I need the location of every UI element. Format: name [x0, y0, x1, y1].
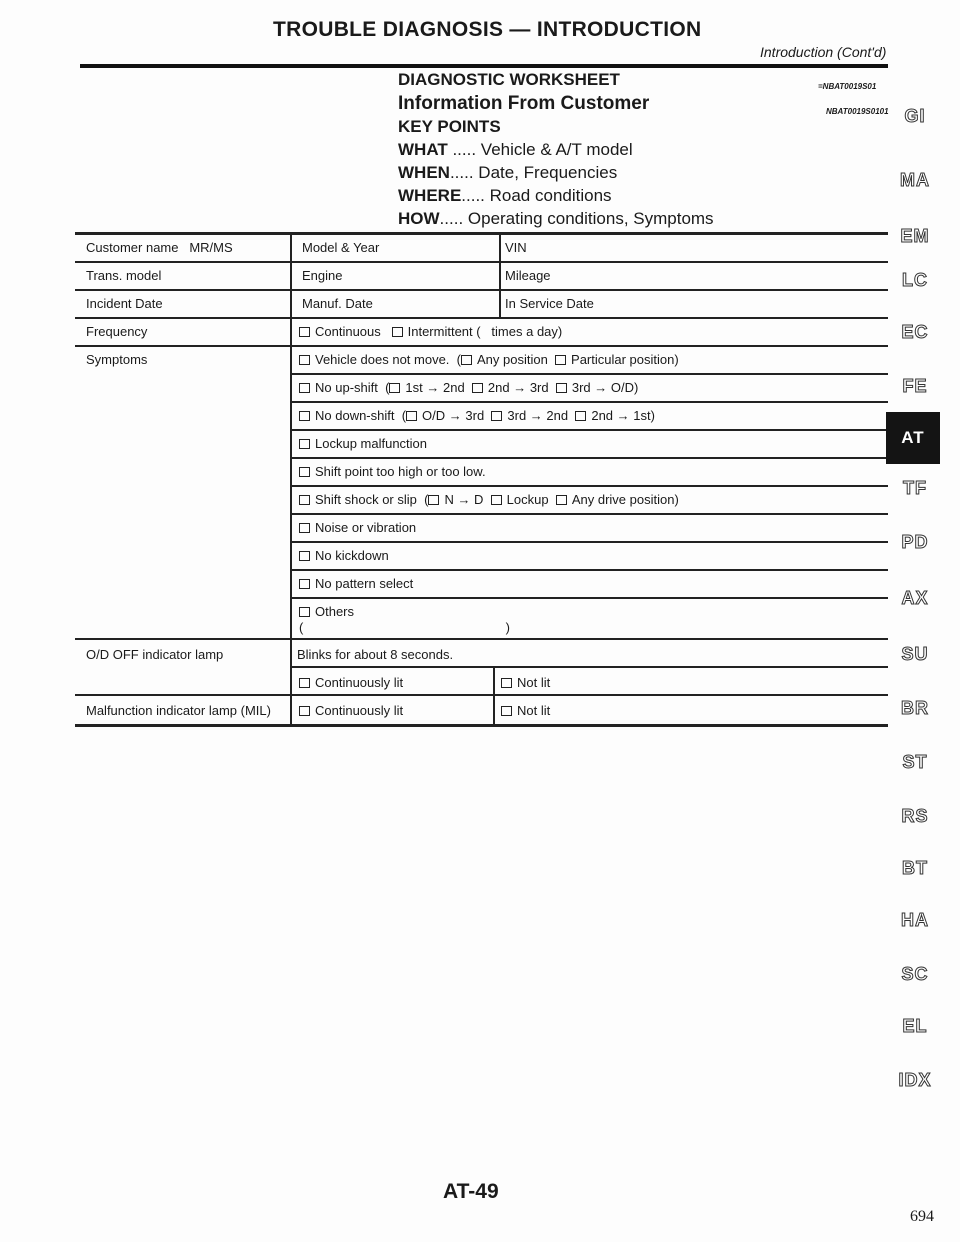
- tab-sc[interactable]: SC: [901, 964, 929, 984]
- checkbox-icon[interactable]: [428, 495, 439, 505]
- checkbox-icon[interactable]: [299, 579, 310, 589]
- row-divider: [75, 317, 888, 319]
- tab-tf[interactable]: TF: [903, 478, 927, 498]
- page-title: TROUBLE DIAGNOSIS — INTRODUCTION: [273, 18, 702, 41]
- row-divider: [291, 666, 888, 668]
- row-divider: [75, 638, 888, 640]
- mil-label: Malfunction indicator lamp (MIL): [86, 703, 271, 718]
- engine-label: Engine: [302, 268, 343, 283]
- checkbox-icon[interactable]: [299, 327, 310, 337]
- checkbox-icon[interactable]: [575, 411, 586, 421]
- tab-ax[interactable]: AX: [901, 588, 929, 608]
- section-subtitle: Introduction (Cont'd): [760, 44, 887, 60]
- checkbox-icon[interactable]: [556, 495, 567, 505]
- checkbox-icon[interactable]: [299, 523, 310, 533]
- od-option: Continuously lit: [299, 675, 403, 690]
- tab-br[interactable]: BR: [901, 698, 929, 718]
- tab-em[interactable]: EM: [900, 226, 930, 246]
- symptom-row: Vehicle does not move. ( Any position Particular position): [299, 352, 679, 367]
- checkbox-icon[interactable]: [299, 495, 310, 505]
- od-off-lamp-label: O/D OFF indicator lamp: [86, 647, 224, 662]
- tab-ec[interactable]: EC: [901, 322, 929, 342]
- row-divider: [75, 694, 888, 696]
- tab-idx[interactable]: IDX: [898, 1070, 932, 1090]
- symptom-row: Noise or vibration: [299, 520, 416, 535]
- tab-pd[interactable]: PD: [901, 532, 929, 552]
- in-service-date-label: In Service Date: [505, 296, 594, 311]
- row-divider: [75, 261, 888, 263]
- checkbox-icon[interactable]: [491, 411, 502, 421]
- symptom-row: Others: [299, 604, 354, 619]
- checkbox-icon[interactable]: [555, 355, 566, 365]
- model-year-label: Model & Year: [302, 240, 380, 255]
- mil-option: Continuously lit: [299, 703, 403, 718]
- column-divider: [290, 235, 292, 725]
- symptom-row: No up-shift ( 1st → 2nd 2nd → 3rd 3rd → O/D): [299, 380, 638, 395]
- mileage-label: Mileage: [505, 268, 551, 283]
- row-divider: [291, 597, 888, 599]
- row-divider: [291, 541, 888, 543]
- info-title: Information From Customer: [398, 93, 650, 114]
- worksheet-title: DIAGNOSTIC WORKSHEET: [398, 70, 620, 89]
- vin-label: VIN: [505, 240, 527, 255]
- tab-ma[interactable]: MA: [900, 170, 930, 190]
- tab-gi[interactable]: GI: [904, 106, 926, 126]
- reference-code: =NBAT0019S01: [818, 82, 877, 91]
- symptom-row: Shift shock or slip ( N → D Lockup Any drive position): [299, 492, 679, 507]
- column-divider: [499, 235, 501, 317]
- key-point-when: WHEN..... Date, Frequencies: [398, 163, 618, 182]
- row-divider: [291, 457, 888, 459]
- checkbox-icon[interactable]: [299, 678, 310, 688]
- row-divider: [75, 345, 888, 347]
- checkbox-icon[interactable]: [501, 678, 512, 688]
- manuf-date-label: Manuf. Date: [302, 296, 373, 311]
- checkbox-icon[interactable]: [472, 383, 483, 393]
- checkbox-icon[interactable]: [491, 495, 502, 505]
- table-top-rule: [75, 232, 888, 235]
- checkbox-icon[interactable]: [556, 383, 567, 393]
- checkbox-icon[interactable]: [299, 706, 310, 716]
- symptom-row: No down-shift ( O/D → 3rd 3rd → 2nd 2nd → 1st): [299, 408, 655, 423]
- page-number: AT-49: [443, 1180, 499, 1203]
- others-field[interactable]: ( ): [299, 620, 510, 635]
- row-divider: [291, 485, 888, 487]
- checkbox-icon[interactable]: [299, 467, 310, 477]
- sheet-number: 694: [910, 1208, 934, 1225]
- row-divider: [291, 401, 888, 403]
- tab-at[interactable]: AT: [886, 412, 940, 464]
- reference-code: NBAT0019S0101: [826, 107, 889, 116]
- tab-bt[interactable]: BT: [902, 858, 928, 878]
- row-divider: [75, 289, 888, 291]
- checkbox-icon[interactable]: [299, 551, 310, 561]
- table-bottom-rule: [75, 724, 888, 727]
- mil-option: Not lit: [501, 703, 550, 718]
- tab-lc[interactable]: LC: [902, 270, 928, 290]
- key-points-title: KEY POINTS: [398, 117, 501, 136]
- symptom-row: Shift point too high or too low.: [299, 464, 486, 479]
- checkbox-icon[interactable]: [501, 706, 512, 716]
- tab-el[interactable]: EL: [902, 1016, 928, 1036]
- trans-model-label: Trans. model: [86, 268, 162, 283]
- checkbox-icon[interactable]: [299, 607, 310, 617]
- tab-st[interactable]: ST: [902, 752, 928, 772]
- symptom-row: Lockup malfunction: [299, 436, 427, 451]
- customer-name-label: Customer name MR/MS: [86, 240, 233, 255]
- checkbox-icon[interactable]: [461, 355, 472, 365]
- key-point-how: HOW..... Operating conditions, Symptoms: [398, 209, 714, 228]
- checkbox-icon[interactable]: [299, 439, 310, 449]
- incident-date-label: Incident Date: [86, 296, 163, 311]
- checkbox-icon[interactable]: [389, 383, 400, 393]
- header-rule: [80, 64, 888, 68]
- symptoms-label: Symptoms: [86, 352, 148, 367]
- checkbox-icon[interactable]: [299, 355, 310, 365]
- column-divider: [493, 666, 495, 726]
- tab-su[interactable]: SU: [901, 644, 929, 664]
- checkbox-icon[interactable]: [299, 411, 310, 421]
- row-divider: [291, 513, 888, 515]
- checkbox-icon[interactable]: [392, 327, 403, 337]
- key-point-where: WHERE..... Road conditions: [398, 186, 612, 205]
- checkbox-icon[interactable]: [299, 383, 310, 393]
- od-blink-text: Blinks for about 8 seconds.: [297, 647, 454, 662]
- frequency-options: Continuous Intermittent ( times a day): [299, 324, 562, 339]
- od-option: Not lit: [501, 675, 550, 690]
- tab-fe[interactable]: FE: [902, 376, 928, 396]
- key-point-what: WHAT ..... Vehicle & A/T model: [398, 140, 633, 159]
- row-divider: [291, 569, 888, 571]
- row-divider: [291, 429, 888, 431]
- symptom-row: No kickdown: [299, 548, 389, 563]
- row-divider: [291, 373, 888, 375]
- frequency-label: Frequency: [86, 324, 148, 339]
- checkbox-icon[interactable]: [406, 411, 417, 421]
- tab-rs[interactable]: RS: [901, 806, 929, 826]
- symptom-row: No pattern select: [299, 576, 413, 591]
- tab-ha[interactable]: HA: [901, 910, 929, 930]
